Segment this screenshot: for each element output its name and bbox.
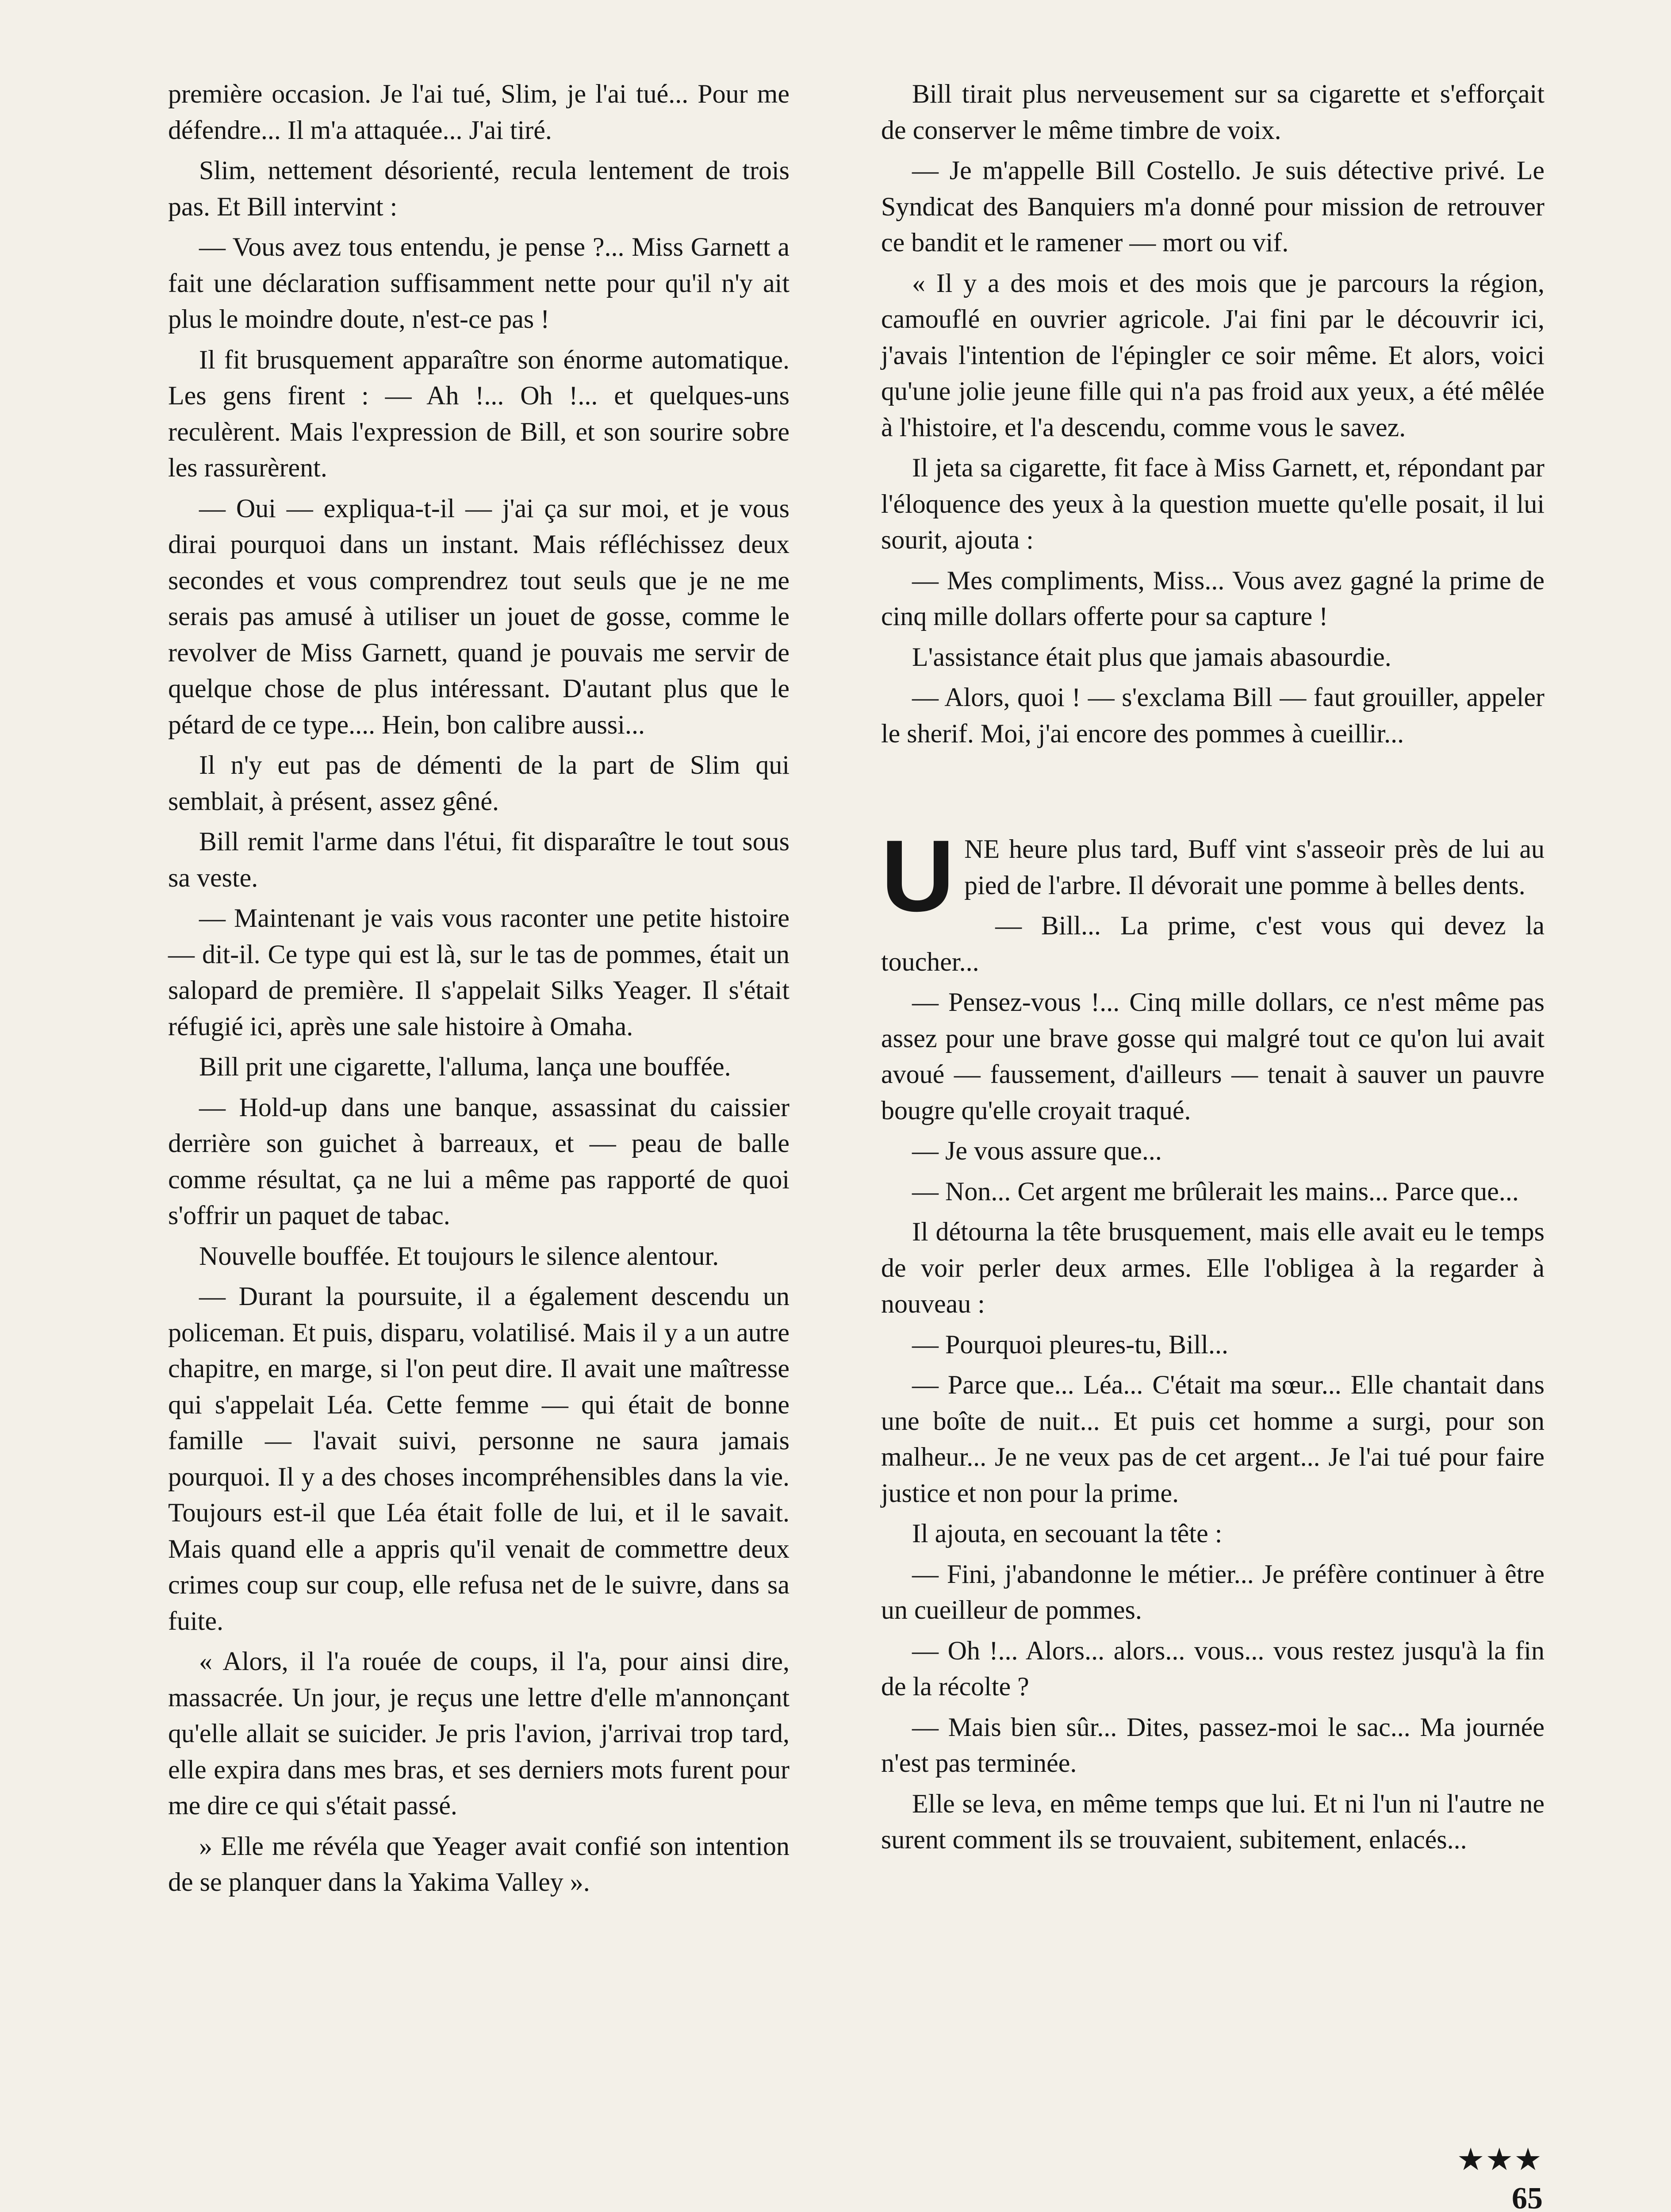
paragraph: — Hold-up dans une banque, assassinat du caissier derrière son guichet à barreaux, et — peau de balle comme résultat, ça ne lui a même pas rapporté de quoi s'offrir un paquet de tabac. [168, 1092, 790, 1230]
paragraph: Bill tirait plus nerveusement sur sa cigarette et s'efforçait de conserver le même timbre de voix. [881, 79, 1545, 145]
paragraph: Bill prit une cigarette, l'alluma, lança une bouffée. [199, 1052, 731, 1081]
dropcap-letter: U [881, 819, 955, 933]
right-column-bottom-text [881, 908, 1545, 1858]
paragraph: — Fini, j'abandonne le métier... Je préfère continuer à être un cueilleur de pommes. [881, 1559, 1545, 1624]
paragraph: Nouvelle bouffée. Et toujours le silence alentour. [199, 1241, 719, 1271]
section-break-paragraph [881, 819, 1545, 933]
paragraph: » Elle me révéla que Yeager avait confié son intention de se planquer dans la Yakima Valley ». [168, 1831, 790, 1897]
paragraph: Il détourna la tête brusquement, mais elle avait eu le temps de voir perler deux armes. Elle l'obligea à la regarder à nouveau : [881, 1217, 1545, 1318]
paragraph: — Maintenant je vais vous raconter une petite histoire — dit-il. Ce type qui est là, sur le tas de pommes, était un salopard de première. Il s'appelait Silks Yeager. Il s'était réfugié ici, après une sale histoire à Omaha. [168, 903, 790, 1041]
paragraph: — Je m'appelle Bill Costello. Je suis détective privé. Le Syndicat des Banquiers m'a donné pour mission de retrouver ce bandit et le ramener — mort ou vif. [881, 156, 1545, 257]
paragraph: — Alors, quoi ! — s'exclama Bill — faut grouiller, appeler le sherif. Moi, j'ai encore des pommes à cueillir... [881, 683, 1545, 748]
paragraph: Bill remit l'arme dans l'étui, fit disparaître le tout sous sa veste. [168, 827, 790, 892]
paragraph: — Vous avez tous entendu, je pense ?... Miss Garnett a fait une déclaration suffisamment nette pour qu'il n'y ait plus le moindre doute, n'est-ce pas ! [168, 232, 790, 334]
left-column [168, 76, 790, 1905]
paragraph: — Bill... La prime, c'est vous qui devez la toucher... [881, 911, 1545, 976]
paragraph: — Durant la poursuite, il a également descendu un policeman. Et puis, disparu, volatilisé. Mais il y a un autre chapitre, en marge, si l'on peut dire. Il avait une maîtresse qui s'appelait Léa. Cette femme — qui était de bonne famille — l'avait suivi, personne ne saura jamais pourquoi. Il y a des choses incompréhensibles dans la vie. Toujours est-il que Léa était folle de lui, et il le savait. Mais quand elle a appris qu'il venait de commettre deux crimes coup sur coup, elle refusa net de le suivre, dans sa fuite. [168, 1282, 790, 1636]
dropcap-smallcaps: NE [964, 834, 1000, 864]
paragraph: — Oui — expliqua-t-il — j'ai ça sur moi, et je vous dirai pourquoi dans un instant. Mais réfléchissez deux secondes et vous comprendrez tout seuls que je ne me serais pas amusé à utiliser un jouet de gosse, comme le revolver de Miss Garnett, quand je pouvais me servir de quelque chose de plus intéressant. D'autant plus que le pétard de ce type.... Hein, bon calibre aussi... [168, 493, 790, 739]
dropcap-paragraph [881, 819, 1545, 933]
paragraph: — Parce que... Léa... C'était ma sœur... Elle chantait dans une boîte de nuit... Et puis cet homme a surgi, pour son malheur... Je ne veux pas de cet argent... Je l'ai tué pour faire justice et non pour la prime. [881, 1370, 1545, 1508]
right-column-top-text [881, 76, 1545, 752]
paragraph: — Pensez-vous !... Cinq mille dollars, ce n'est même pas assez pour une brave gosse qui malgré tout ce qu'on lui avait avoué — faussement, d'ailleurs — tenait à sauver un pauvre bougre qu'elle croyait traqué. [881, 987, 1545, 1125]
end-mark: ★★★ [1456, 2143, 1543, 2177]
paragraph: — Non... Cet argent me brûlerait les mains... Parce que... [912, 1176, 1519, 1206]
paragraph: Il jeta sa cigarette, fit face à Miss Garnett, et, répondant par l'éloquence des yeux à la question muette qu'elle posait, il lui sourit, ajouta : [881, 453, 1545, 554]
paragraph: — Je vous assure que... [912, 1136, 1162, 1165]
paragraph: Il fit brusquement apparaître son énorme automatique. Les gens firent : — Ah !... Oh !... et quelques-uns reculèrent. Mais l'expression de Bill, et son sourire sobre les rassurèrent. [168, 345, 790, 482]
paragraph: première occasion. Je l'ai tué, Slim, je l'ai tué... Pour me défendre... Il m'a attaquée... J'ai tiré. [168, 79, 790, 145]
paragraph: — Oh !... Alors... alors... vous... vous restez jusqu'à la fin de la récolte ? [881, 1636, 1545, 1701]
right-column [881, 76, 1545, 1863]
paragraph: « Alors, il l'a rouée de coups, il l'a, pour ainsi dire, massacrée. Un jour, je reçus une lettre d'elle m'annonçant qu'elle allait se suicider. Je pris l'avion, j'arrivai trop tard, elle expira dans mes bras, et ses derniers mots furent pour me dire ce qui s'était passé. [168, 1647, 790, 1820]
paragraph: Elle se leva, en même temps que lui. Et ni l'un ni l'autre ne surent comment ils se trouvaient, subitement, enlacés... [881, 1789, 1545, 1854]
paragraph: L'assistance était plus que jamais abasourdie. [912, 642, 1391, 672]
paragraph: « Il y a des mois et des mois que je parcours la région, camouflé en ouvrier agricole. J'ai fini par le découvrir ici, j'avais l'intention de l'épingler ce soir même. Et alors, voici qu'une jolie jeune fille qui n'a pas froid aux yeux, a été mêlée à l'histoire, et l'a descendu, comme vous le savez. [881, 268, 1545, 442]
paragraph: Slim, nettement désorienté, recula lentement de trois pas. Et Bill intervint : [168, 156, 790, 221]
paragraph: — Mes compliments, Miss... Vous avez gagné la prime de cinq mille dollars offerte pour sa capture ! [881, 565, 1545, 631]
paragraph: — Mais bien sûr... Dites, passez-moi le sac... Ma journée n'est pas terminée. [881, 1712, 1545, 1778]
paragraph: Il ajouta, en secouant la tête : [912, 1519, 1223, 1548]
page-number: 65 [1512, 2181, 1543, 2212]
dropcap-rest: heure plus tard, Buff vint s'asseoir près de lui au pied de l'arbre. Il dévorait une pomme à belles dents. [964, 834, 1545, 900]
paragraph: — Pourquoi pleures-tu, Bill... [912, 1329, 1228, 1359]
paragraph: Il n'y eut pas de démenti de la part de Slim qui semblait, à présent, assez gêné. [168, 750, 790, 816]
